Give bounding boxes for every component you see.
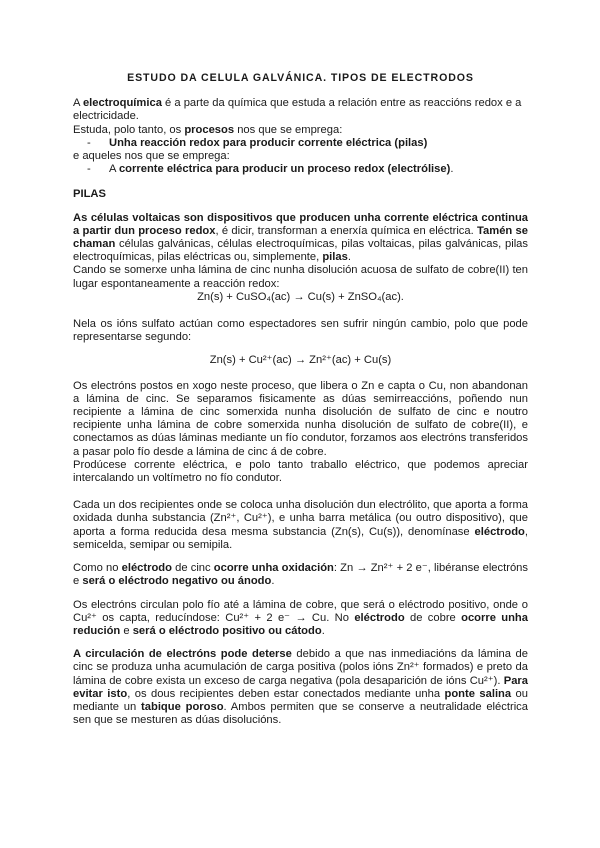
document-title: ESTUDO DA CELULA GALVÁNICA. TIPOS DE ELECTRODOS <box>127 72 474 84</box>
bullet-item-electrolise: - A corrente eléctrica para producir un proceso redox (electrólise). <box>87 163 454 176</box>
pilas-paragraph-salt-bridge: A circulación de electróns pode deterse debido a que nas inmediacións da lámina de cinc se produza unha acumulación de carga positiva (polos ións Zn²⁺ formados) e preto da lámina de cobre exista un exceso de carga negativa (pola desaparición de ións Cu²⁺). Para evitar isto, os dous recipientes deben estar conectados mediante unha ponte salina ou mediante un tabique poroso. Ambos permiten que se conserve a neutralidade eléctrica sen que se mesturen as dúas disolucións. <box>73 648 529 727</box>
section-heading-pilas: PILAS <box>73 188 106 201</box>
pilas-paragraph-definition: As células voltaicas son dispositivos que producen unha corrente eléctrica continua a partir dun proceso redox, é dicir, transforman a enerxía química en eléctrica. Tamén se chaman células galvánicas, células electroquímicas, pilas voltaicas, pilas galvánicas, pilas electroquímicas, pilas eléctricas ou, simplemente, pilas. <box>73 211 528 264</box>
equation-ionic-reaction: Zn(s) + Cu²⁺(ac) → Zn²⁺(ac) + Cu(s) <box>209 354 392 367</box>
bullet-dash: - <box>87 163 91 176</box>
intro-paragraph-1: A electroquímica é a parte da química que estuda a relación entre as reaccións redox e a electricidade. <box>73 97 522 123</box>
pilas-paragraph-reaction: Cando se somerxe unha lámina de cinc nunha disolución acuosa de sulfato de cobre(II) ten lugar espontaneamente a reacción redox: <box>73 264 528 290</box>
pilas-paragraph-spectators: Nela os ións sulfato actúan como espectadores sen sufrir ningún cambio, polo que pode representarse segundo: <box>73 318 528 344</box>
equation-full-reaction: Zn(s) + CuSO₄(ac) → Cu(s) + ZnSO₄(ac). <box>197 290 404 303</box>
pilas-paragraph-anode: Como no eléctrodo de cinc ocorre unha oxidación: Zn → Zn²⁺ + 2 e⁻, libéranse electróns e será o eléctrodo negativo ou ánodo. <box>73 562 528 588</box>
pilas-paragraph-electrode: Cada un dos recipientes onde se coloca unha disolución dun electrólito, que aporta a forma oxidada dunha substancia (Zn²⁺, Cu²⁺), e unha barra metálica (ou outro dispositivo), que aporta a forma reducida desa mesma substancia (Zn(s), Cu(s)), denomínase eléctrodo, semicelda, semipar ou semipila. <box>73 499 528 551</box>
intro-paragraph-2: Estuda, polo tanto, os procesos nos que se emprega: <box>73 123 343 136</box>
intro-paragraph-3: e aqueles nos que se emprega: <box>73 150 230 163</box>
pilas-paragraph-current: Prodúcese corrente eléctrica, e polo tanto traballo eléctrico, que podemos apreciar intercalando un voltímetro no fío condutor. <box>73 458 528 485</box>
pilas-paragraph-cathode: Os electróns circulan polo fío até a lámina de cobre, que será o eléctrodo positivo, onde o Cu²⁺ os capta, reducíndose: Cu²⁺ + 2 e⁻ → Cu. No eléctrodo de cobre ocorre unha redución e será o eléctrodo positivo ou cátodo. <box>73 598 528 637</box>
document-page <box>73 72 528 727</box>
bullet-dash: - <box>87 136 91 149</box>
pilas-paragraph-electrons: Os electróns postos en xogo neste proceso, que libera o Zn e capta o Cu, non abandonan a lámina de cinc. Se separamos fisicamente as dúas semirreaccións, poñendo nun recipiente a lámina de cinc somerxida nunha disolución de sulfato de cinc e noutro recipiente unha lámina de cobre somerxida nunha disolución de sulfato de cobre(II), e conectamos as dúas láminas mediante un fío condutor, forzamos aos electróns transferidos a pasar polo fío desde a lámina de cinc á de cobre. <box>73 379 528 458</box>
bullet-item-pilas: - Unha reacción redox para producir corrente eléctrica (pilas) <box>87 136 428 149</box>
